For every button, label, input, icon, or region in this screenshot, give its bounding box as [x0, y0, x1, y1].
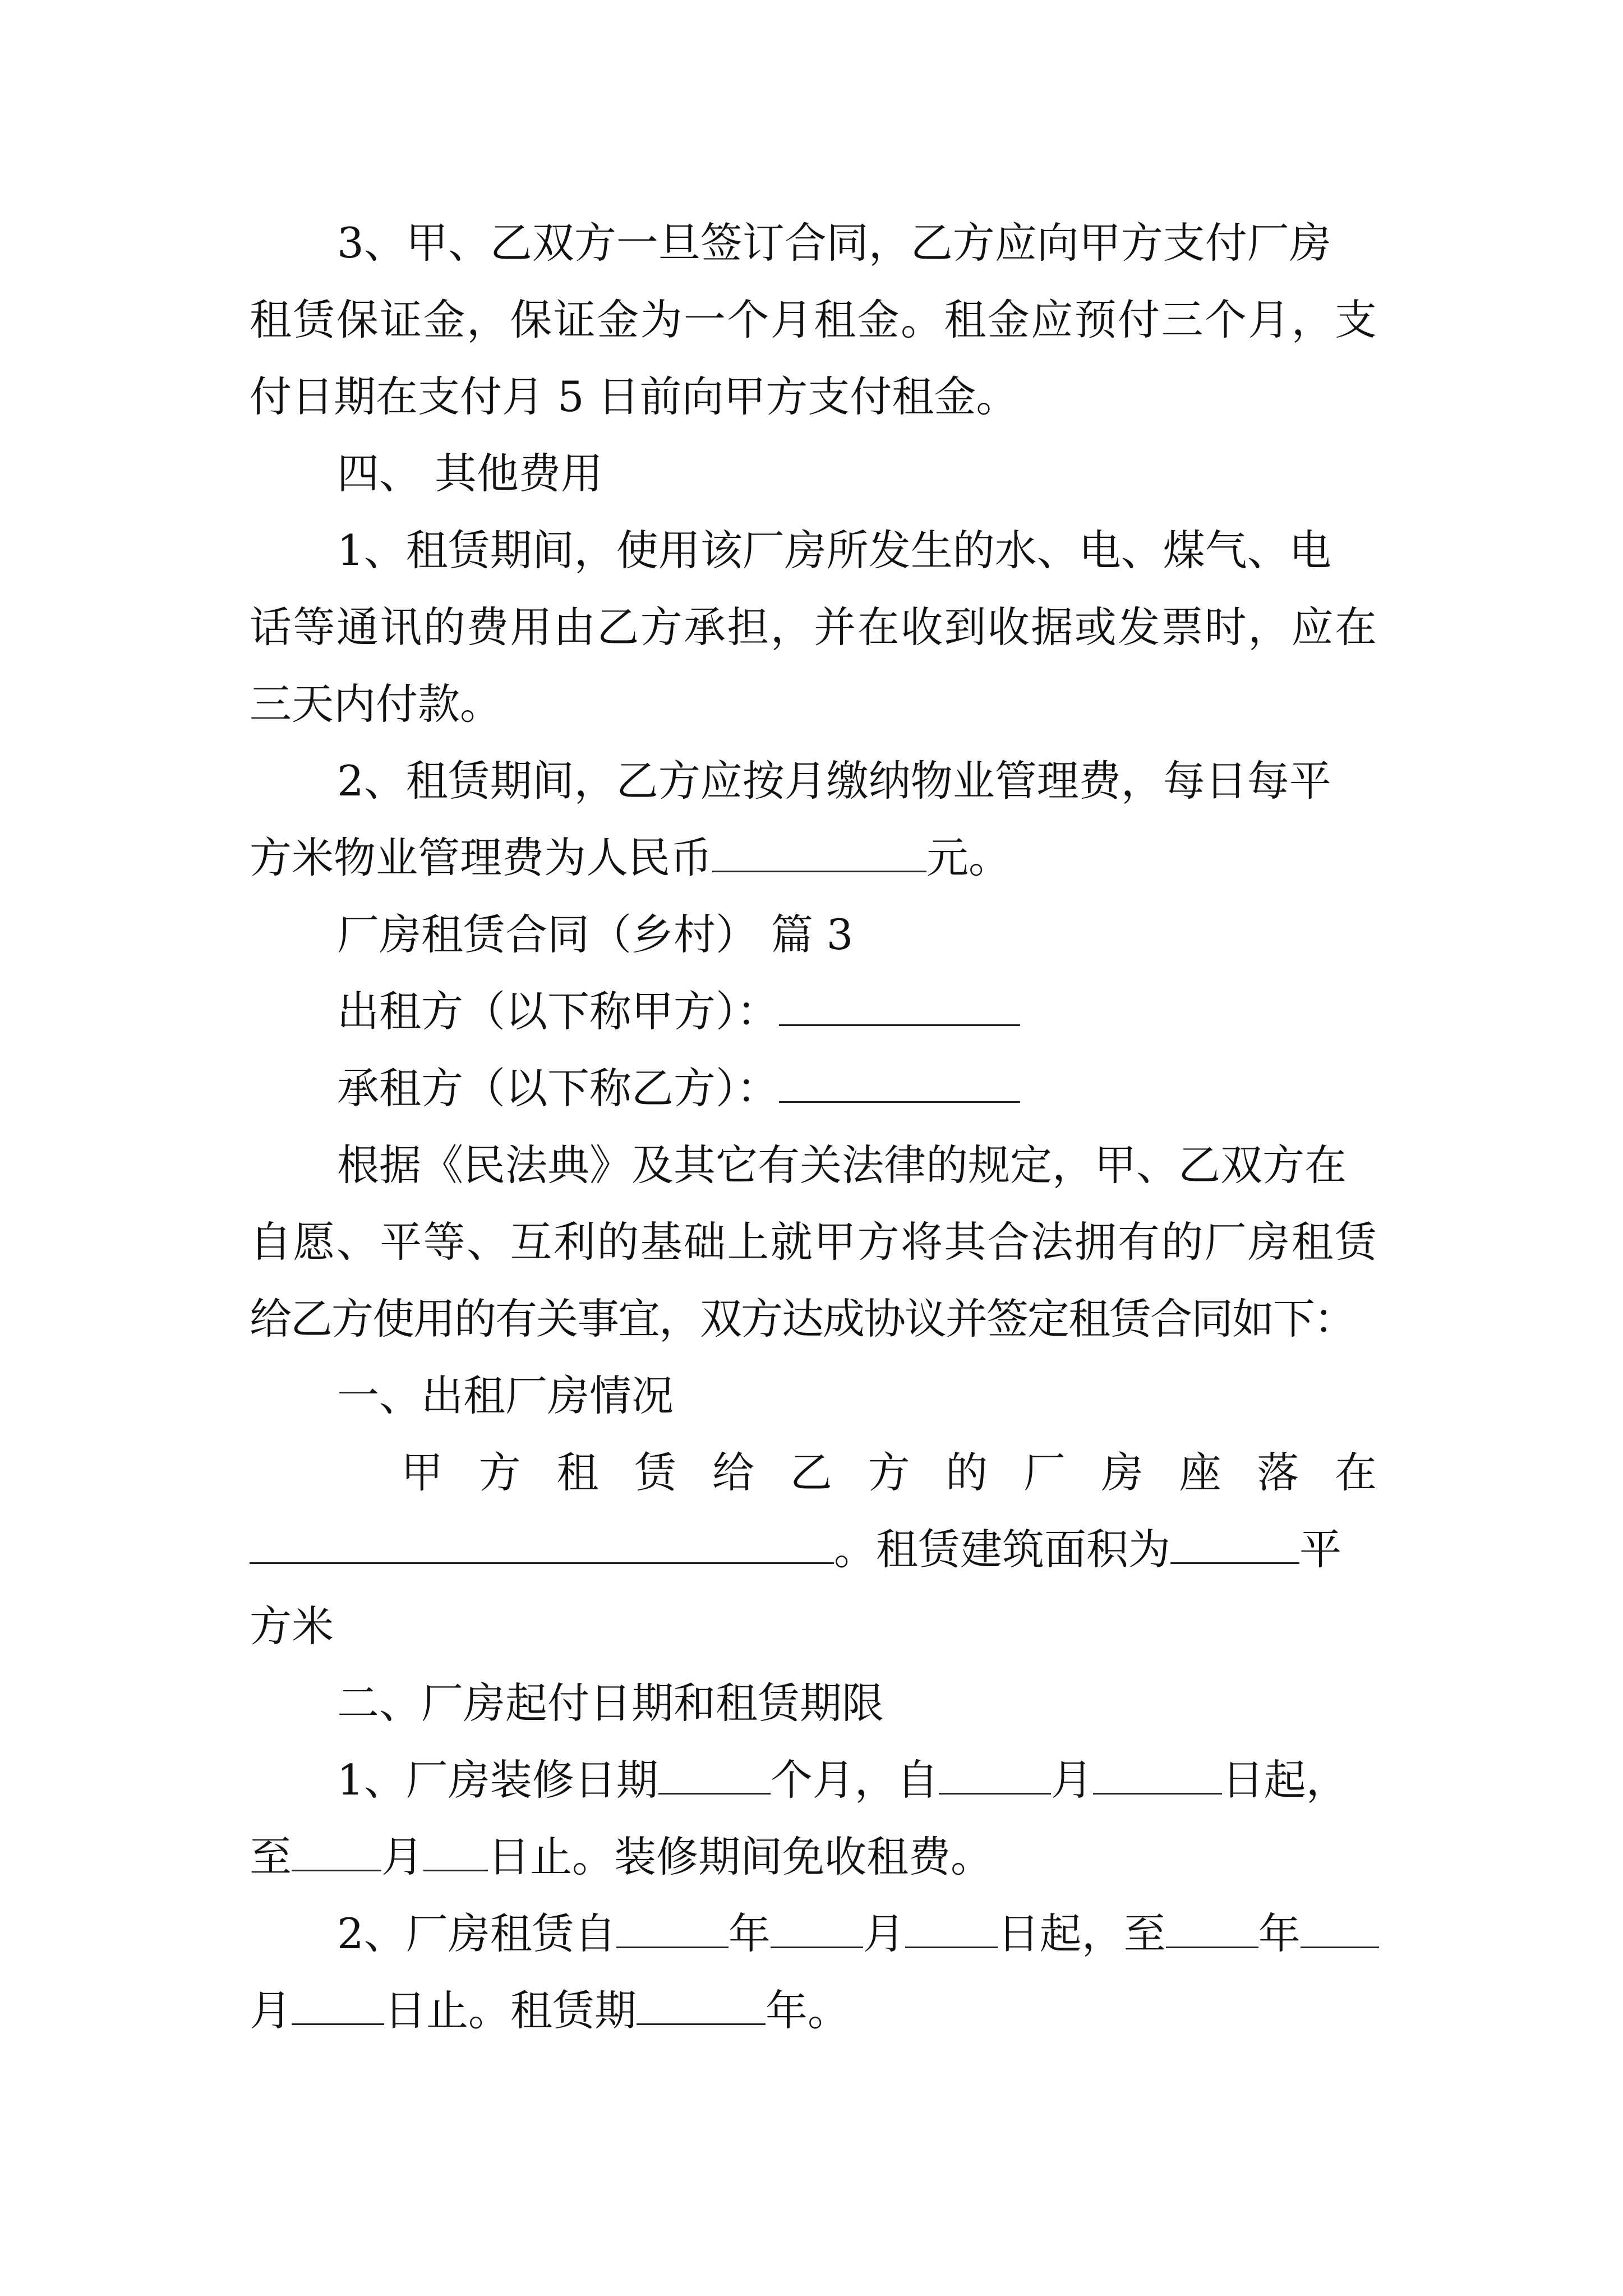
decoration-end-month-blank	[292, 1833, 381, 1871]
lease-start-day-blank	[905, 1910, 998, 1948]
property-fee-blank	[712, 834, 926, 872]
decoration-start-month-blank	[939, 1756, 1051, 1795]
date-clause-1-line-2	[250, 1819, 1377, 1895]
d2-text-b: 年	[728, 1909, 771, 1958]
lessee-blank	[779, 1064, 1020, 1103]
location-line-3: 方米	[250, 1602, 334, 1651]
d2-text-c: 月	[863, 1909, 905, 1958]
document-body	[250, 205, 1377, 2049]
section-4-heading: 四、 其他费用	[337, 449, 603, 498]
location-blank	[250, 1525, 834, 1564]
decoration-end-day-blank	[423, 1833, 488, 1871]
area-blank	[1170, 1525, 1299, 1564]
d2-text-e: 年	[1258, 1909, 1301, 1958]
lease-end-month-blank-a	[1301, 1910, 1379, 1948]
clause-4-1-line-1: 1、租赁期间，使用该厂房所发生的水、电、煤气、电	[337, 526, 1331, 575]
location-line-1: 甲 方 租 赁 给 乙 方 的 厂 房 座 落 在	[401, 1448, 1377, 1497]
clause-4-2-line-2	[250, 820, 1377, 896]
lessee-line	[250, 1050, 1377, 1127]
clause-4-1-line-2: 话等通讯的费用由乙方承担，并在收到收据或发票时，应在	[250, 602, 1377, 652]
lessor-blank	[779, 987, 1020, 1026]
d1-text-a: 1、厂房装修日期	[337, 1755, 658, 1805]
d1-text-f: 月	[381, 1832, 424, 1881]
contract-title-part-3: 厂房租赁合同（乡村） 篇 3	[337, 910, 854, 959]
d1-text-b: 个月，自	[770, 1755, 939, 1805]
lessee-label: 承租方（以下称乙方）：	[337, 1064, 779, 1113]
lease-start-month-blank	[771, 1910, 863, 1948]
d2-text-g: 日止。租赁期	[384, 1986, 637, 2035]
d1-text-e: 至	[250, 1832, 292, 1881]
basis-line-2: 自愿、平等、互利的基础上就甲方将其合法拥有的厂房租赁	[250, 1217, 1377, 1267]
date-clause-1-line-1	[250, 1742, 1377, 1819]
lease-start-year-blank	[616, 1910, 728, 1948]
d1-text-g: 日止。装修期间免收租费。	[488, 1832, 993, 1881]
clause-4-2-text-b: 元。	[926, 833, 1011, 882]
d2-text-h: 年。	[766, 1986, 850, 2035]
basis-line-1: 根据《民法典》及其它有关法律的规定，甲、乙双方在	[337, 1140, 1347, 1190]
location-text-a: 。租赁建筑面积为	[834, 1525, 1171, 1574]
lease-end-day-blank	[292, 1986, 384, 2025]
lessor-line	[250, 973, 1377, 1050]
location-line-2	[250, 1511, 1377, 1588]
clause-3-line-1: 3、甲、乙双方一旦签订合同，乙方应向甲方支付厂房	[337, 218, 1331, 268]
d2-text-f: 月	[250, 1986, 292, 2035]
basis-line-3: 给乙方使用的有关事宜，双方达成协议并签定租赁合同如下：	[250, 1294, 1355, 1343]
d1-text-c: 月	[1050, 1755, 1093, 1805]
clause-4-2-line-1: 2、租赁期间，乙方应按月缴纳物业管理费，每日每平	[337, 756, 1331, 806]
clause-4-2-text-a: 方米物业管理费为人民币	[250, 833, 713, 882]
lease-end-year-blank	[1166, 1910, 1258, 1948]
date-clause-2-line-2	[250, 1972, 1377, 2049]
section-1-heading: 一、出租厂房情况	[337, 1371, 674, 1420]
decoration-months-blank	[658, 1756, 771, 1795]
d1-text-d: 日起，	[1221, 1755, 1348, 1805]
clause-4-1-line-3: 三天内付款。	[250, 679, 502, 729]
clause-3-line-3: 付日期在支付月 5 日前向甲方支付租金。	[250, 372, 1018, 421]
lessor-label: 出租方（以下称甲方）：	[337, 987, 779, 1036]
clause-3-line-2: 租赁保证金，保证金为一个月租金。租金应预付三个月，支	[250, 295, 1377, 344]
section-2-heading: 二、厂房起付日期和租赁期限	[337, 1678, 884, 1728]
d2-text-a: 2、厂房租赁自	[337, 1909, 616, 1958]
location-text-b: 平	[1299, 1525, 1342, 1574]
d2-text-d: 日起，至	[997, 1909, 1166, 1958]
decoration-start-day-blank	[1093, 1756, 1222, 1795]
lease-term-years-blank	[637, 1986, 766, 2025]
date-clause-2-line-1	[250, 1895, 1377, 1972]
